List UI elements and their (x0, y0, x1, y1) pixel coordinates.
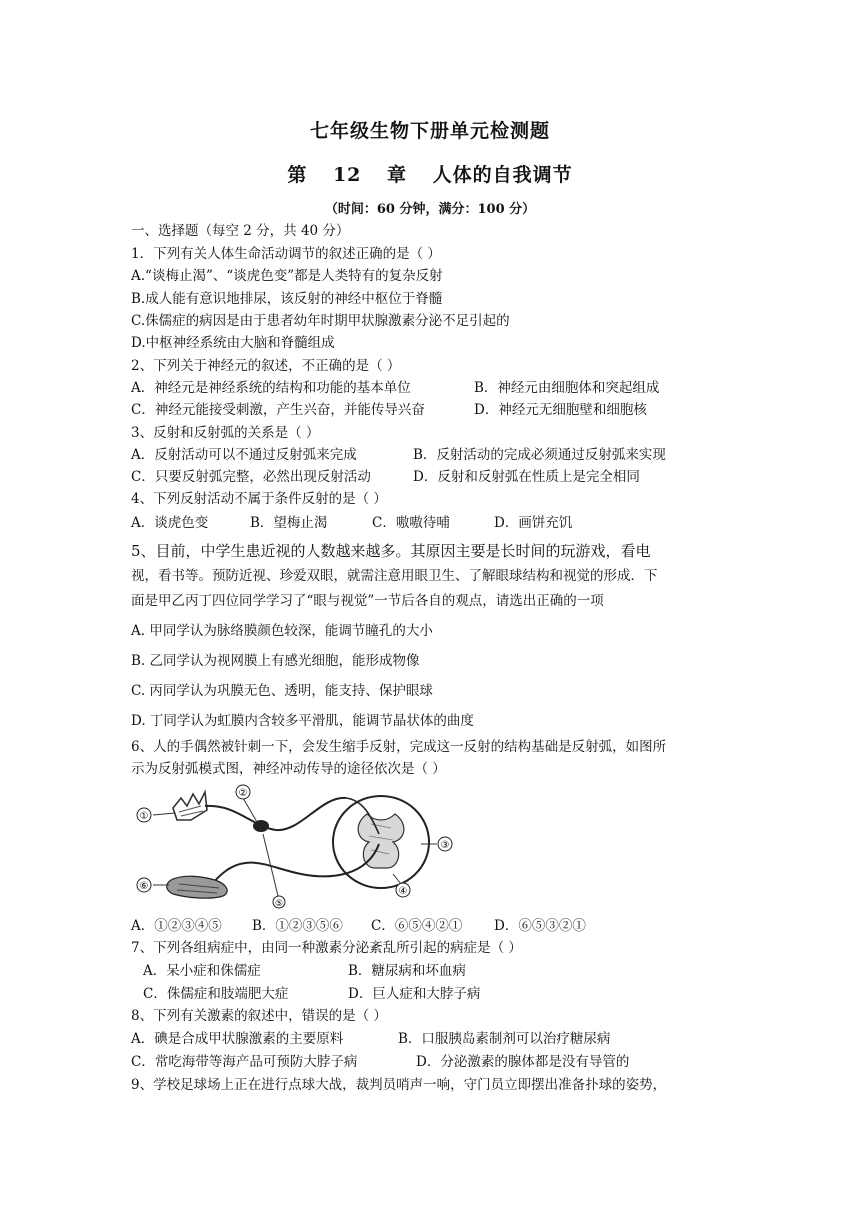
q8-stem: 8、下列有关激素的叙述中，错误的是（ ） (131, 1008, 387, 1024)
q6-option-b: B．①②③⑤⑥ (252, 918, 343, 934)
q3-option-c: C．只要反射弧完整，必然出现反射活动 (131, 469, 371, 485)
q4-option-b: B．望梅止渴 (250, 515, 328, 531)
q8-option-b: B．口服胰岛素制剂可以治疗糖尿病 (398, 1031, 611, 1047)
q5-option-c: C. 丙同学认为巩膜无色、透明，能支持、保护眼球 (131, 683, 433, 699)
q4-option-a: A．谈虎色变 (131, 515, 209, 531)
figure-label-4: ④ (398, 886, 408, 897)
figure-label-3: ③ (440, 840, 450, 851)
q5-option-b: B. 乙同学认为视网膜上有感光细胞，能形成物像 (131, 653, 420, 669)
q1-option-b: B.成人能有意识地排尿，该反射的神经中枢位于脊髓 (131, 291, 443, 307)
q3-option-a: A．反射活动可以不通过反射弧来完成 (131, 447, 357, 463)
q7-option-c: C．侏儒症和肢端肥大症 (143, 986, 289, 1002)
q6-stem-line2: 示为反射弧模式图，神经冲动传导的途径依次是（ ） (131, 761, 446, 777)
figure-label-6: ⑥ (139, 881, 149, 892)
q4-option-c: C．嗷嗷待哺 (372, 515, 450, 531)
q2-option-b: B．神经元由细胞体和突起组成 (474, 380, 660, 396)
figure-label-2: ② (238, 788, 248, 799)
q4-option-d: D．画饼充饥 (494, 515, 573, 531)
q8-option-c: C．常吃海带等海产品可预防大脖子病 (131, 1054, 358, 1070)
q6-stem-line1: 6、人的手偶然被针刺一下，会发生缩手反射，完成这一反射的结构基础是反射弧，如图所 (131, 739, 667, 755)
exam-meta: （时间：60 分钟，满分：100 分） (324, 202, 536, 217)
q6-option-d: D．⑥⑤③②① (494, 918, 586, 934)
q5-stem-line2: 视，看书等。预防近视、珍爱双眼，就需注意用眼卫生、了解眼球结构和视觉的形成．下 (131, 568, 658, 584)
q1-option-c: C.侏儒症的病因是由于患者幼年时期甲状腺激素分泌不足引起的 (131, 313, 510, 329)
figure-label-1: ① (139, 811, 149, 822)
q2-option-a: A．神经元是神经系统的结构和功能的基本单位 (131, 380, 411, 396)
q6-option-a: A．①②③④⑤ (131, 918, 222, 934)
q9-stem-line1: 9、学校足球场上正在进行点球大战，裁判员哨声一响，守门员立即摆出准备扑球的姿势， (131, 1077, 667, 1093)
reflex-arc-figure (131, 784, 461, 909)
q2-stem: 2、下列关于神经元的叙述，不正确的是（ ） (131, 358, 401, 374)
q8-option-d: D．分泌激素的腺体都是没有导管的 (416, 1054, 630, 1070)
chapter-title: 第 12 章 人体的自我调节 (287, 164, 573, 186)
exam-title: 七年级生物下册单元检测题 (309, 120, 550, 142)
q1-option-d: D.中枢神经系统由大脑和脊髓组成 (131, 335, 335, 351)
q7-option-b: B．糖尿病和坏血病 (348, 963, 466, 979)
q5-option-d: D. 丁同学认为虹膜内含较多平滑肌，能调节晶状体的曲度 (131, 713, 474, 729)
q5-stem-line1: 5、目前，中学生患近视的人数越来越多。其原因主要是长时间的玩游戏，看电 (131, 542, 651, 560)
q7-option-d: D．巨人症和大脖子病 (348, 986, 481, 1002)
q5-stem-line3: 面是甲乙丙丁四位同学学习了“眼与视觉”一节后各自的观点，请选出正确的一项 (131, 593, 604, 609)
q8-option-a: A．碘是合成甲状腺激素的主要原料 (131, 1031, 344, 1047)
q7-stem: 7、下列各组病症中，由同一种激素分泌紊乱所引起的病症是（ ） (131, 940, 522, 956)
q2-option-d: D．神经元无细胞壁和细胞核 (474, 402, 647, 418)
section-heading: 一、选择题（每空 2 分，共 40 分） (131, 223, 350, 239)
figure-label-5: ⑤ (274, 899, 284, 909)
q3-option-b: B．反射活动的完成必须通过反射弧来实现 (413, 447, 666, 463)
q5-option-a: A. 甲同学认为脉络膜颜色较深，能调节瞳孔的大小 (131, 623, 433, 639)
q3-option-d: D．反射和反射弧在性质上是完全相同 (413, 469, 640, 485)
q1-option-a: A.“谈梅止渴”、“谈虎色变”都是人类特有的复杂反射 (131, 268, 443, 284)
q3-stem: 3、反射和反射弧的关系是（ ） (131, 425, 320, 441)
q1-stem: 1．下列有关人体生命活动调节的叙述正确的是（ ） (131, 246, 441, 262)
q2-option-c: C．神经元能接受刺激，产生兴奋，并能传导兴奋 (131, 402, 425, 418)
q6-option-c: C．⑥⑤④②① (371, 918, 463, 934)
q4-stem: 4、下列反射活动不属于条件反射的是（ ） (131, 491, 387, 507)
q7-option-a: A．呆小症和侏儒症 (143, 963, 261, 979)
